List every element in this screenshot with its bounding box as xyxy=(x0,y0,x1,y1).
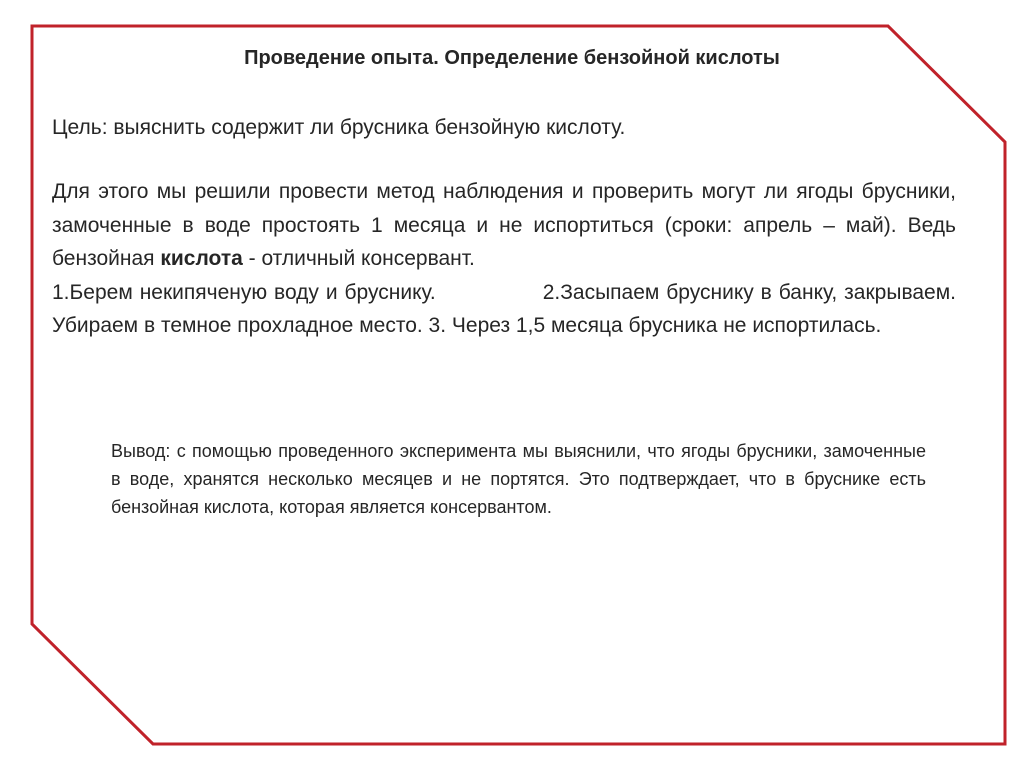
conclusion-text: Вывод: с помощью проведенного эксперимента мы выяснили, что ягоды брусники, замоченные в воде, хранятся несколько месяцев и не портятся. Это подтверждает, что в бруснике есть бензойная кислота, которая является консервантом. xyxy=(111,441,926,517)
method-description xyxy=(52,175,956,343)
step-1: 1.Берем некипяченую воду и бруснику. xyxy=(52,280,436,304)
title-bold: Определение бензойной кислоты xyxy=(444,47,780,69)
steps-paragraph xyxy=(52,276,956,343)
slide-title xyxy=(0,44,1024,72)
method-text-bold: кислота xyxy=(160,247,243,270)
title-prefix: Проведение опыта. xyxy=(244,47,445,69)
method-text-part2: - отличный консервант. xyxy=(242,247,475,270)
method-paragraph xyxy=(52,175,956,276)
goal-text: Цель: выяснить содержит ли брусника бензойную кислоту. xyxy=(52,116,626,139)
method-text-part1: Для этого мы решили провести метод наблюдения и проверить могут ли ягоды брусники, замоченные в воде простоять 1 месяца и не испортиться (сроки: апрель – май). Ведь бензойная xyxy=(52,180,956,270)
step-2-3: 2.Засыпаем бруснику в банку, закрываем. Убираем в темное прохладное место. 3. Через 1,5 месяца брусника не испортилась. xyxy=(52,280,956,337)
